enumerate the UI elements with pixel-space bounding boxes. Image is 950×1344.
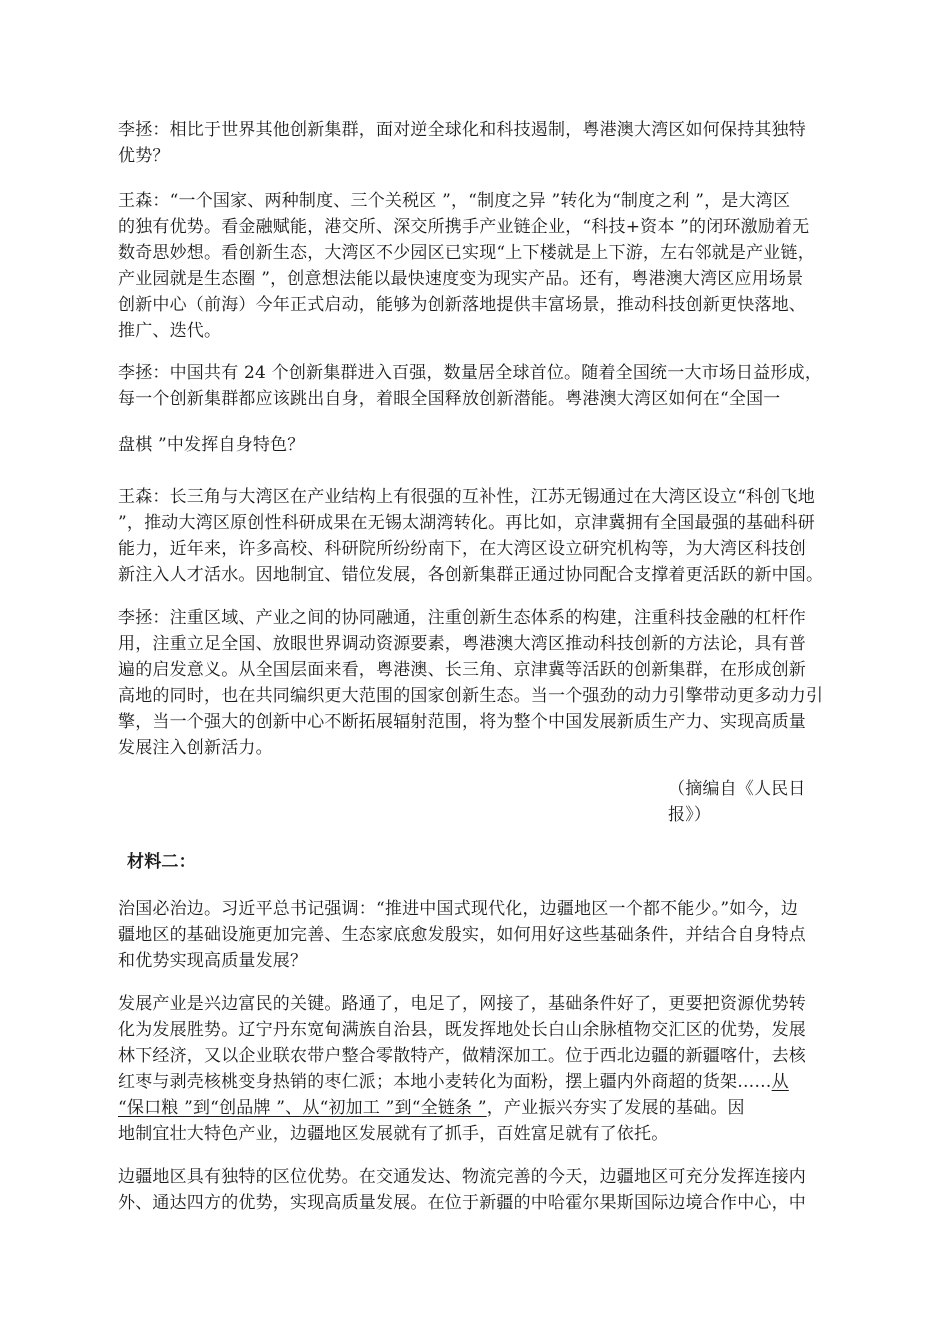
underlined-phrase-start: 从 [771, 1072, 789, 1092]
paragraph-2-line-6: 推广、迭代。 [118, 321, 222, 341]
paragraph-3-line-2: 每一个创新集群都应该跳出自身，着眼全国释放创新潜能。粤港澳大湾区如何在“全国一 [118, 389, 781, 409]
material2-paragraph-2-line-5-tail: ，产业振兴夯实了发展的基础。因 [486, 1098, 745, 1118]
material2-paragraph-2-line-5 [118, 1096, 863, 1120]
material2-paragraph-2-line-4-text: 红枣与剥壳核桃变身热销的枣仁派；本地小麦转化为面粉，摆上疆内外商超的货架…… [118, 1072, 772, 1092]
paragraph-2-line-1: 王森：“一个国家、两种制度、三个关税区 ”，“制度之异 ”转化为“制度之利 ”，是大湾区 [118, 191, 791, 211]
paragraph-2-line-4: 产业园就是生态圈 ”，创意想法能以最快速度变为现实产品。还有，粤港澳大湾区应用场景 [118, 269, 804, 289]
material2-paragraph-2-line-4 [118, 1070, 863, 1094]
paragraph-5-line-6: 发展注入创新活力。 [118, 738, 273, 758]
paragraph-4-line-2: ”，推动大湾区原创性科研成果在无锡太湖湾转化。再比如，京津冀拥有全国最强的基础科研 [118, 513, 815, 533]
material2-paragraph-3-line-1: 边疆地区具有独特的区位优势。在交通发达、物流完善的今天，边疆地区可充分发挥连接内 [118, 1167, 806, 1187]
paragraph-5-line-4: 高地的同时，也在共同编织更大范围的国家创新生态。当一个强劲的动力引擎带动更多动力引 [118, 686, 824, 706]
section-heading: 材料二： [127, 852, 196, 872]
paragraph-1-line-2: 优势？ [118, 146, 170, 166]
paragraph-4-line-4: 新注入人才活水。因地制宜、错位发展，各创新集群正通过协同配合支撑着更活跃的新中国。 [118, 565, 824, 585]
paragraph-1-line-1: 李拯：相比于世界其他创新集群，面对逆全球化和科技遏制，粤港澳大湾区如何保持其独特 [118, 120, 806, 140]
material2-paragraph-3-line-2: 外、通达四方的优势，实现高质量发展。在位于新疆的中哈霍尔果斯国际边境合作中心，中 [118, 1193, 806, 1213]
paragraph-5-line-5: 擎，当一个强大的创新中心不断拓展辐射范围，将为整个中国发展新质生产力、实现高质量 [118, 712, 806, 732]
material2-paragraph-2-line-1: 发展产业是兴边富民的关键。路通了，电足了，网接了，基础条件好了，更要把资源优势转 [118, 994, 806, 1014]
paragraph-4-line-3: 能力，近年来，许多高校、科研院所纷纷南下，在大湾区设立研究机构等，为大湾区科技创 [118, 539, 806, 559]
material2-paragraph-1-line-1: 治国必治边。习近平总书记强调：“推进中国式现代化，边疆地区一个都不能少。”如今，边 [118, 899, 799, 919]
underlined-phrase: “保口粮 ”到“创品牌 ”、从“初加工 ”到“全链条 ” [118, 1098, 487, 1118]
paragraph-4-line-1: 王森：长三角与大湾区在产业结构上有很强的互补性，江苏无锡通过在大湾区设立“科创飞地 [118, 487, 815, 507]
paragraph-2-line-2: 的独有优势。看金融赋能，港交所、深交所携手产业链企业，“科技+资本 ”的闭环激励着无 [118, 217, 810, 237]
material2-paragraph-2-line-6: 地制宜壮大特色产业，边疆地区发展就有了抓手，百姓富足就有了依托。 [118, 1124, 669, 1144]
paragraph-5-line-2: 用，注重立足全国、放眼世界调动资源要素，粤港澳大湾区推动科技创新的方法论，具有普 [118, 634, 806, 654]
paragraph-2-line-3: 数奇思妙想。看创新生态，大湾区不少园区已实现“上下楼就是上下游，左右邻就是产业链， [118, 243, 815, 263]
paragraph-3-line-1: 李拯：中国共有 24 个创新集群进入百强，数量居全球首位。随着全国统一大市场日益形成， [118, 363, 823, 383]
material2-paragraph-1-line-3: 和优势实现高质量发展？ [118, 951, 308, 971]
paragraph-5-line-1: 李拯：注重区域、产业之间的协同融通，注重创新生态体系的构建，注重科技金融的杠杆作 [118, 608, 806, 628]
paragraph-3-line-3: 盘棋 ”中发挥自身特色？ [118, 435, 305, 455]
material2-paragraph-2-line-3: 林下经济，又以企业联农带户整合零散特产，做精深加工。位于西北边疆的新疆喀什，去核 [118, 1046, 806, 1066]
paragraph-2-line-5: 创新中心（前海）今年正式启动，能够为创新落地提供丰富场景，推动科技创新更快落地、 [118, 295, 806, 315]
material2-paragraph-1-line-2: 疆地区的基础设施更加完善、生态家底愈发殷实，如何用好这些基础条件，并结合自身特点 [118, 925, 806, 945]
paragraph-5-line-3: 遍的启发意义。从全国层面来看，粤港澳、长三角、京津冀等活跃的创新集群，在形成创新 [118, 660, 806, 680]
material2-paragraph-2-line-2: 化为发展胜势。辽宁丹东宽甸满族自治县，既发挥地处长白山余脉植物交汇区的优势，发展 [118, 1020, 806, 1040]
source-attribution-line-2: 报》） [668, 805, 712, 825]
source-attribution-line-1: （摘编自《人民日 [668, 779, 806, 799]
